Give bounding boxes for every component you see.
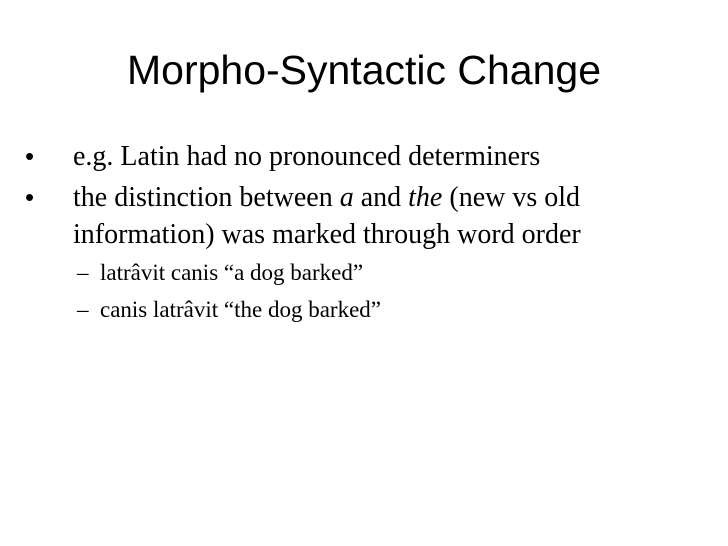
sub-bullet-item	[0, 294, 728, 325]
sub-bullet-text: canis latrâvit “the dog barked”	[100, 297, 381, 322]
sub-bullet-marker: –	[77, 297, 89, 322]
sub-bullet-item	[0, 257, 728, 288]
sub-bullet-text: latrâvit canis “a dog barked”	[100, 260, 364, 285]
bullet-marker: •	[25, 182, 35, 212]
bullet-item	[0, 138, 728, 175]
bullet-text-part: the distinction between	[73, 182, 340, 213]
bullet-text: e.g. Latin had no pronounced determiners	[73, 141, 541, 172]
bullet-marker: •	[25, 141, 35, 171]
bullet-italic-term: the	[408, 182, 443, 213]
bullet-italic-term: a	[339, 182, 354, 213]
bullet-text-part: and	[353, 182, 409, 213]
slide-title: Morpho-Syntactic Change	[126, 47, 602, 93]
bullet-text-part: (new vs old information) was marked through word order	[73, 182, 581, 250]
bullet-list	[0, 138, 728, 331]
sub-bullet-marker: –	[77, 260, 89, 285]
bullet-item	[0, 179, 728, 253]
